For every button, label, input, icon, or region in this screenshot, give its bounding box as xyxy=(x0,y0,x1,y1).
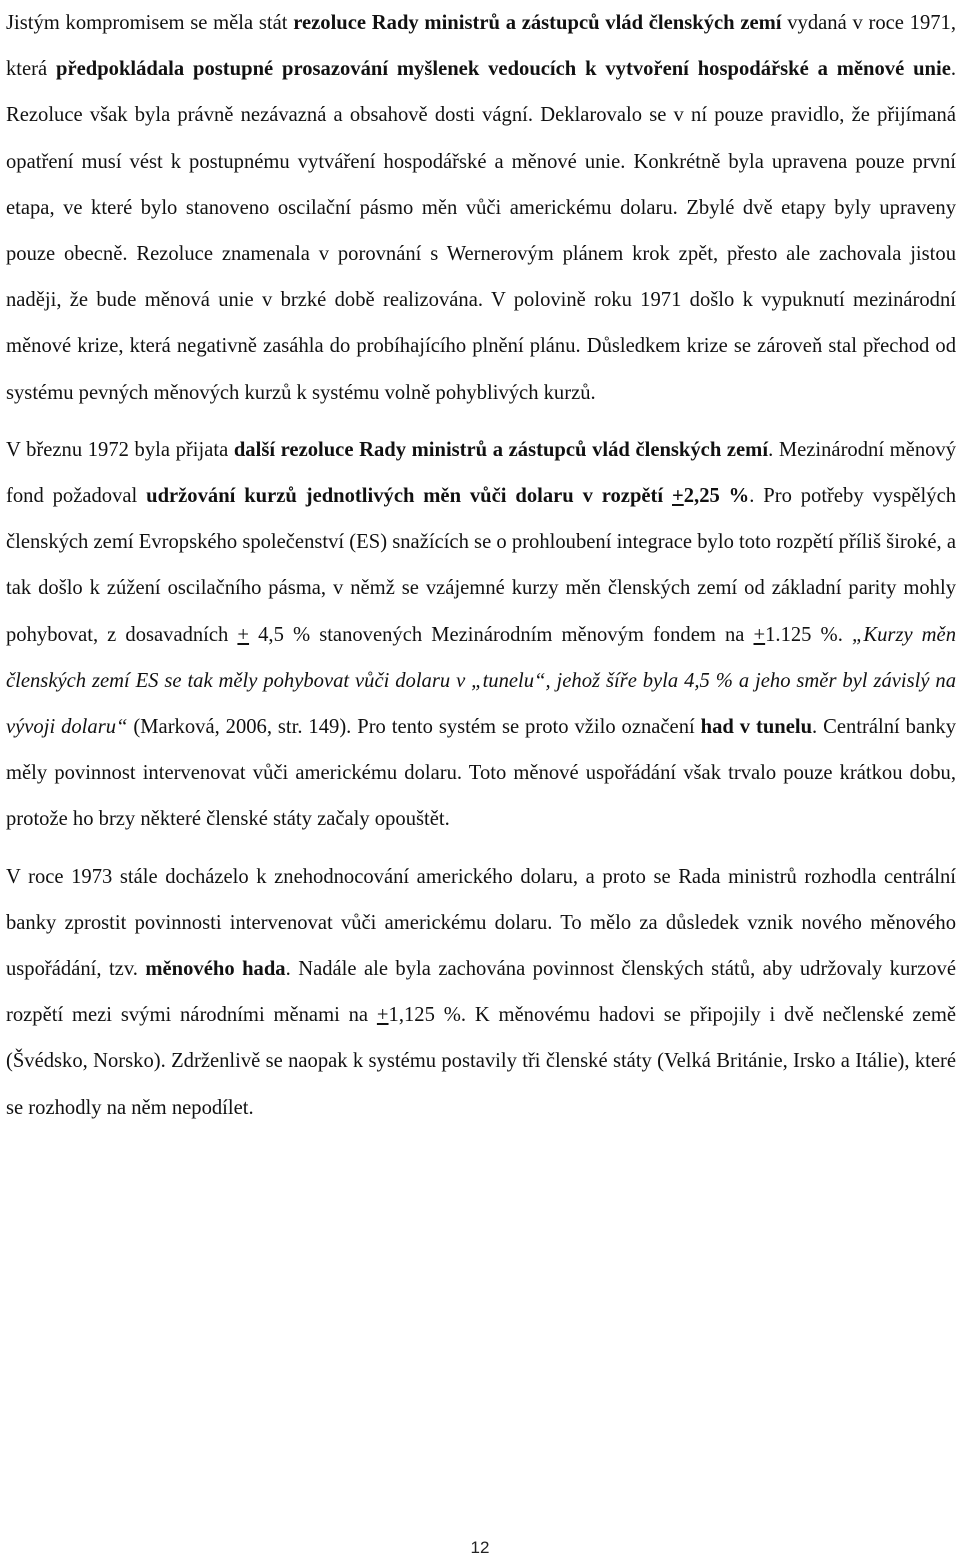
bold-text-run: 2,25 % xyxy=(683,485,750,508)
underlined-text-run: + xyxy=(237,623,250,646)
bold-text-run: had v tunelu xyxy=(700,716,813,739)
document-page xyxy=(6,0,956,1131)
bold-text-run: + xyxy=(672,485,684,508)
italic-text-run: „Kurzy měn členských zemí ES se tak měly pohybovat vůči dolaru v „tunelu“, jehož šíře byla 4,5 % a jeho směr byl závislý na vývoji dolaru“ xyxy=(6,623,956,739)
underlined-text-run: + xyxy=(753,623,766,646)
paragraph-1: Jistým kompromisem se měla stát rezoluce Rady ministrů a zástupců vlád členských zemí vydaná v roce 1971, která předpokládala postupné prosazování myšlenek vedoucích k vytvoření hospodářské a měnové unie. Rezoluce však byla právně nezávazná a obsahově dosti vágní. Deklarovalo se v ní pouze pravidlo, že přijímaná opatření musí vést k postupnému vytváření hospodářské a měnové unie. Konkrétně byla upravena pouze první etapa, ve které bylo stanoveno oscilační pásmo měn vůči americkému dolaru. Zbylé dvě etapy byly upraveny pouze obecně. Rezoluce znamenala v porovnání s Wernerovým plánem krok zpět, přesto ale zachovala jistou naději, že bude měnová unie v brzké době realizována. V polovině roku 1971 došlo k vypuknutí mezinárodní měnové krize, která negativně zasáhla do probíhajícího plnění plánu. Důsledkem krize se zároveň stal přechod od systému pevných měnových kurzů k systému volně pohyblivých kurzů. xyxy=(6,12,956,404)
underlined-text-run: + xyxy=(376,1004,389,1027)
bold-text-run: rezoluce Rady ministrů a zástupců vlád členských zemí xyxy=(293,12,782,34)
bold-text-run: udržování kurzů jednotlivých měn vůči dolaru v rozpětí xyxy=(146,485,672,508)
bold-text-run: předpokládala postupné prosazování myšlenek vedoucích k vytvoření hospodářské a měnové unie xyxy=(56,58,951,81)
paragraph-3: V roce 1973 stále docházelo k znehodnocování amerického dolaru, a proto se Rada ministrů rozhodla centrální banky zprostit povinnosti intervenovat vůči americkému dolaru. To mělo za důsledek vznik nového měnového uspořádání, tzv. měnového hada. Nadále ale byla zachována povinnost členských států, aby udržovaly kurzové rozpětí mezi svými národními měnami na +1,125 %. K měnovému hadovi se připojily i dvě nečlenské země (Švédsko, Norsko). Zdrženlivě se naopak k systému postavily tři členské státy (Velká Británie, Irsko a Itálie), které se rozhodly na něm nepodílet. xyxy=(6,865,956,1119)
bold-text-run: další rezoluce Rady ministrů a zástupců vlád členských zemí xyxy=(233,438,769,461)
paragraph-2: V březnu 1972 byla přijata další rezoluce Rady ministrů a zástupců vlád členských zemí. Mezinárodní měnový fond požadoval udržování kurzů jednotlivých měn vůči dolaru v rozpětí +2,25 %. Pro potřeby vyspělých členských zemí Evropského společenství (ES) snažících se o prohloubení integrace bylo toto rozpětí příliš široké, a tak došlo k zúžení oscilačního pásma, v němž se vzájemné kurzy měn členských zemí od základní parity mohly pohybovat, z dosavadních + 4,5 % stanovených Mezinárodním měnovým fondem na +1.125 %. „Kurzy měn členských zemí ES se tak měly pohybovat vůči dolaru v „tunelu“, jehož šíře byla 4,5 % a jeho směr byl závislý na vývoji dolaru“ (Marková, 2006, str. 149). Pro tento systém se proto vžilo označení had v tunelu. Centrální banky měly povinnost intervenovat vůči americkému dolaru. Toto měnové uspořádání však trvalo pouze krátkou dobu, protože ho brzy některé členské státy začaly opouštět. xyxy=(6,438,957,831)
bold-text-run: měnového hada xyxy=(145,958,286,981)
page-number: 12 xyxy=(470,1538,490,1557)
